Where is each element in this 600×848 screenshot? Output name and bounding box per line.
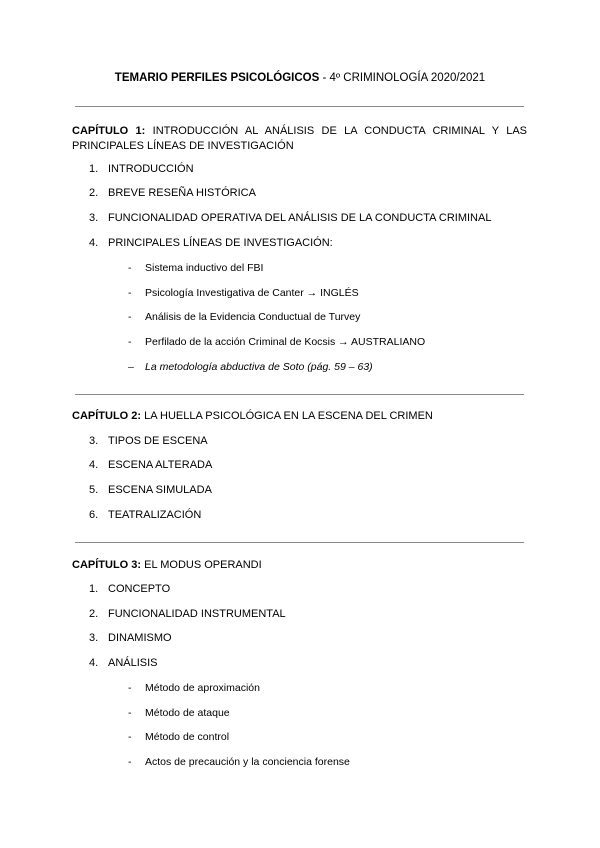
chapter-3-title: EL MODUS OPERANDI [141, 559, 262, 571]
sub-item [128, 682, 260, 694]
list-item [89, 509, 201, 521]
item-number: 2. [89, 608, 99, 620]
sub-item-text: Actos de precaución y la conciencia forense [145, 756, 350, 768]
item-number: 4. [89, 459, 99, 471]
sub-item-dash: – [128, 361, 134, 373]
sub-item [128, 731, 229, 743]
sub-item-text: Método de control [145, 731, 230, 743]
item-text: DINAMISMO [108, 632, 172, 644]
item-number: 5. [89, 484, 99, 496]
item-text: PRINCIPALES LÍNEAS DE INVESTIGACIÓN: [108, 237, 333, 249]
item-number: 3. [89, 435, 99, 447]
list-item [89, 632, 172, 644]
list-item [89, 657, 158, 669]
list-item [89, 459, 212, 471]
chapter-2-label: CAPÍTULO 2: [72, 410, 142, 422]
sub-item [128, 707, 230, 719]
list-item [89, 435, 208, 447]
title-bold: TEMARIO PERFILES PSICOLÓGICOS [114, 72, 320, 84]
list-item [89, 237, 333, 249]
list-item [89, 212, 491, 224]
sub-item-text: Método de aproximación [145, 682, 260, 694]
chapter-2-title: LA HUELLA PSICOLÓGICA EN LA ESCENA DEL CRIMEN [141, 410, 433, 422]
item-number: 3. [89, 212, 99, 224]
chapter-1-heading [72, 124, 527, 154]
item-number: 1. [89, 163, 99, 175]
item-text: TIPOS DE ESCENA [108, 435, 208, 447]
item-text: CONCEPTO [108, 583, 171, 595]
item-number: 2. [89, 187, 99, 199]
list-item [89, 583, 170, 595]
sub-item-dash: - [128, 336, 132, 348]
sub-item-dash: - [128, 682, 132, 694]
chapter-3-label: CAPÍTULO 3: [72, 559, 142, 571]
sub-item-text: Perfilado de la acción Criminal de Kocsis → AUSTRALIANO [145, 336, 426, 348]
title-rest: - 4º CRIMINOLOGÍA 2020/2021 [319, 72, 486, 84]
sub-item-dash: - [128, 287, 132, 299]
item-text: BREVE RESEÑA HISTÓRICA [108, 187, 256, 199]
item-text: TEATRALIZACIÓN [108, 509, 202, 521]
sub-item-dash: - [128, 707, 132, 719]
sub-item [128, 756, 350, 768]
list-item [89, 163, 194, 175]
sub-item-text: Sistema inductivo del FBI [145, 262, 264, 274]
chapter-3-heading [72, 558, 527, 573]
item-text: FUNCIONALIDAD INSTRUMENTAL [108, 608, 286, 620]
list-item [89, 484, 212, 496]
chapter-1-title: INTRODUCCIÓN AL ANÁLISIS DE LA CONDUCTA CRIMINAL Y LAS PRINCIPALES LÍNEAS DE INVESTIGACIÓN [72, 125, 527, 152]
item-number: 3. [89, 632, 99, 644]
item-number: 6. [89, 509, 99, 521]
sub-item-text: La metodología abductiva de Soto (pág. 59 – 63) [145, 361, 373, 373]
sub-item-dash: - [128, 262, 132, 274]
divider [75, 106, 524, 107]
item-text: ANÁLISIS [108, 657, 158, 669]
item-number: 1. [89, 583, 99, 595]
list-item [89, 187, 256, 199]
chapter-2-heading [72, 409, 527, 424]
sub-item [128, 262, 263, 274]
sub-item-dash: - [128, 311, 132, 323]
divider [75, 394, 524, 395]
document-title [0, 72, 600, 84]
sub-item [128, 336, 425, 348]
item-text: FUNCIONALIDAD OPERATIVA DEL ANÁLISIS DE LA CONDUCTA CRIMINAL [108, 212, 492, 224]
item-text: ESCENA ALTERADA [108, 459, 213, 471]
divider [75, 542, 524, 543]
sub-item-text: Análisis de la Evidencia Conductual de Turvey [145, 311, 361, 323]
item-number: 4. [89, 657, 99, 669]
sub-item [128, 287, 359, 299]
item-text: INTRODUCCIÓN [108, 163, 194, 175]
sub-item-text: Psicología Investigativa de Canter → INGLÉS [145, 287, 359, 299]
sub-item-text: Método de ataque [145, 707, 230, 719]
sub-item-dash: - [128, 731, 132, 743]
sub-item [128, 311, 360, 323]
list-item [89, 608, 286, 620]
item-text: ESCENA SIMULADA [108, 484, 212, 496]
item-number: 4. [89, 237, 99, 249]
sub-item-dash: - [128, 756, 132, 768]
sub-item [128, 361, 373, 373]
chapter-1-label: CAPÍTULO 1: [72, 125, 146, 137]
